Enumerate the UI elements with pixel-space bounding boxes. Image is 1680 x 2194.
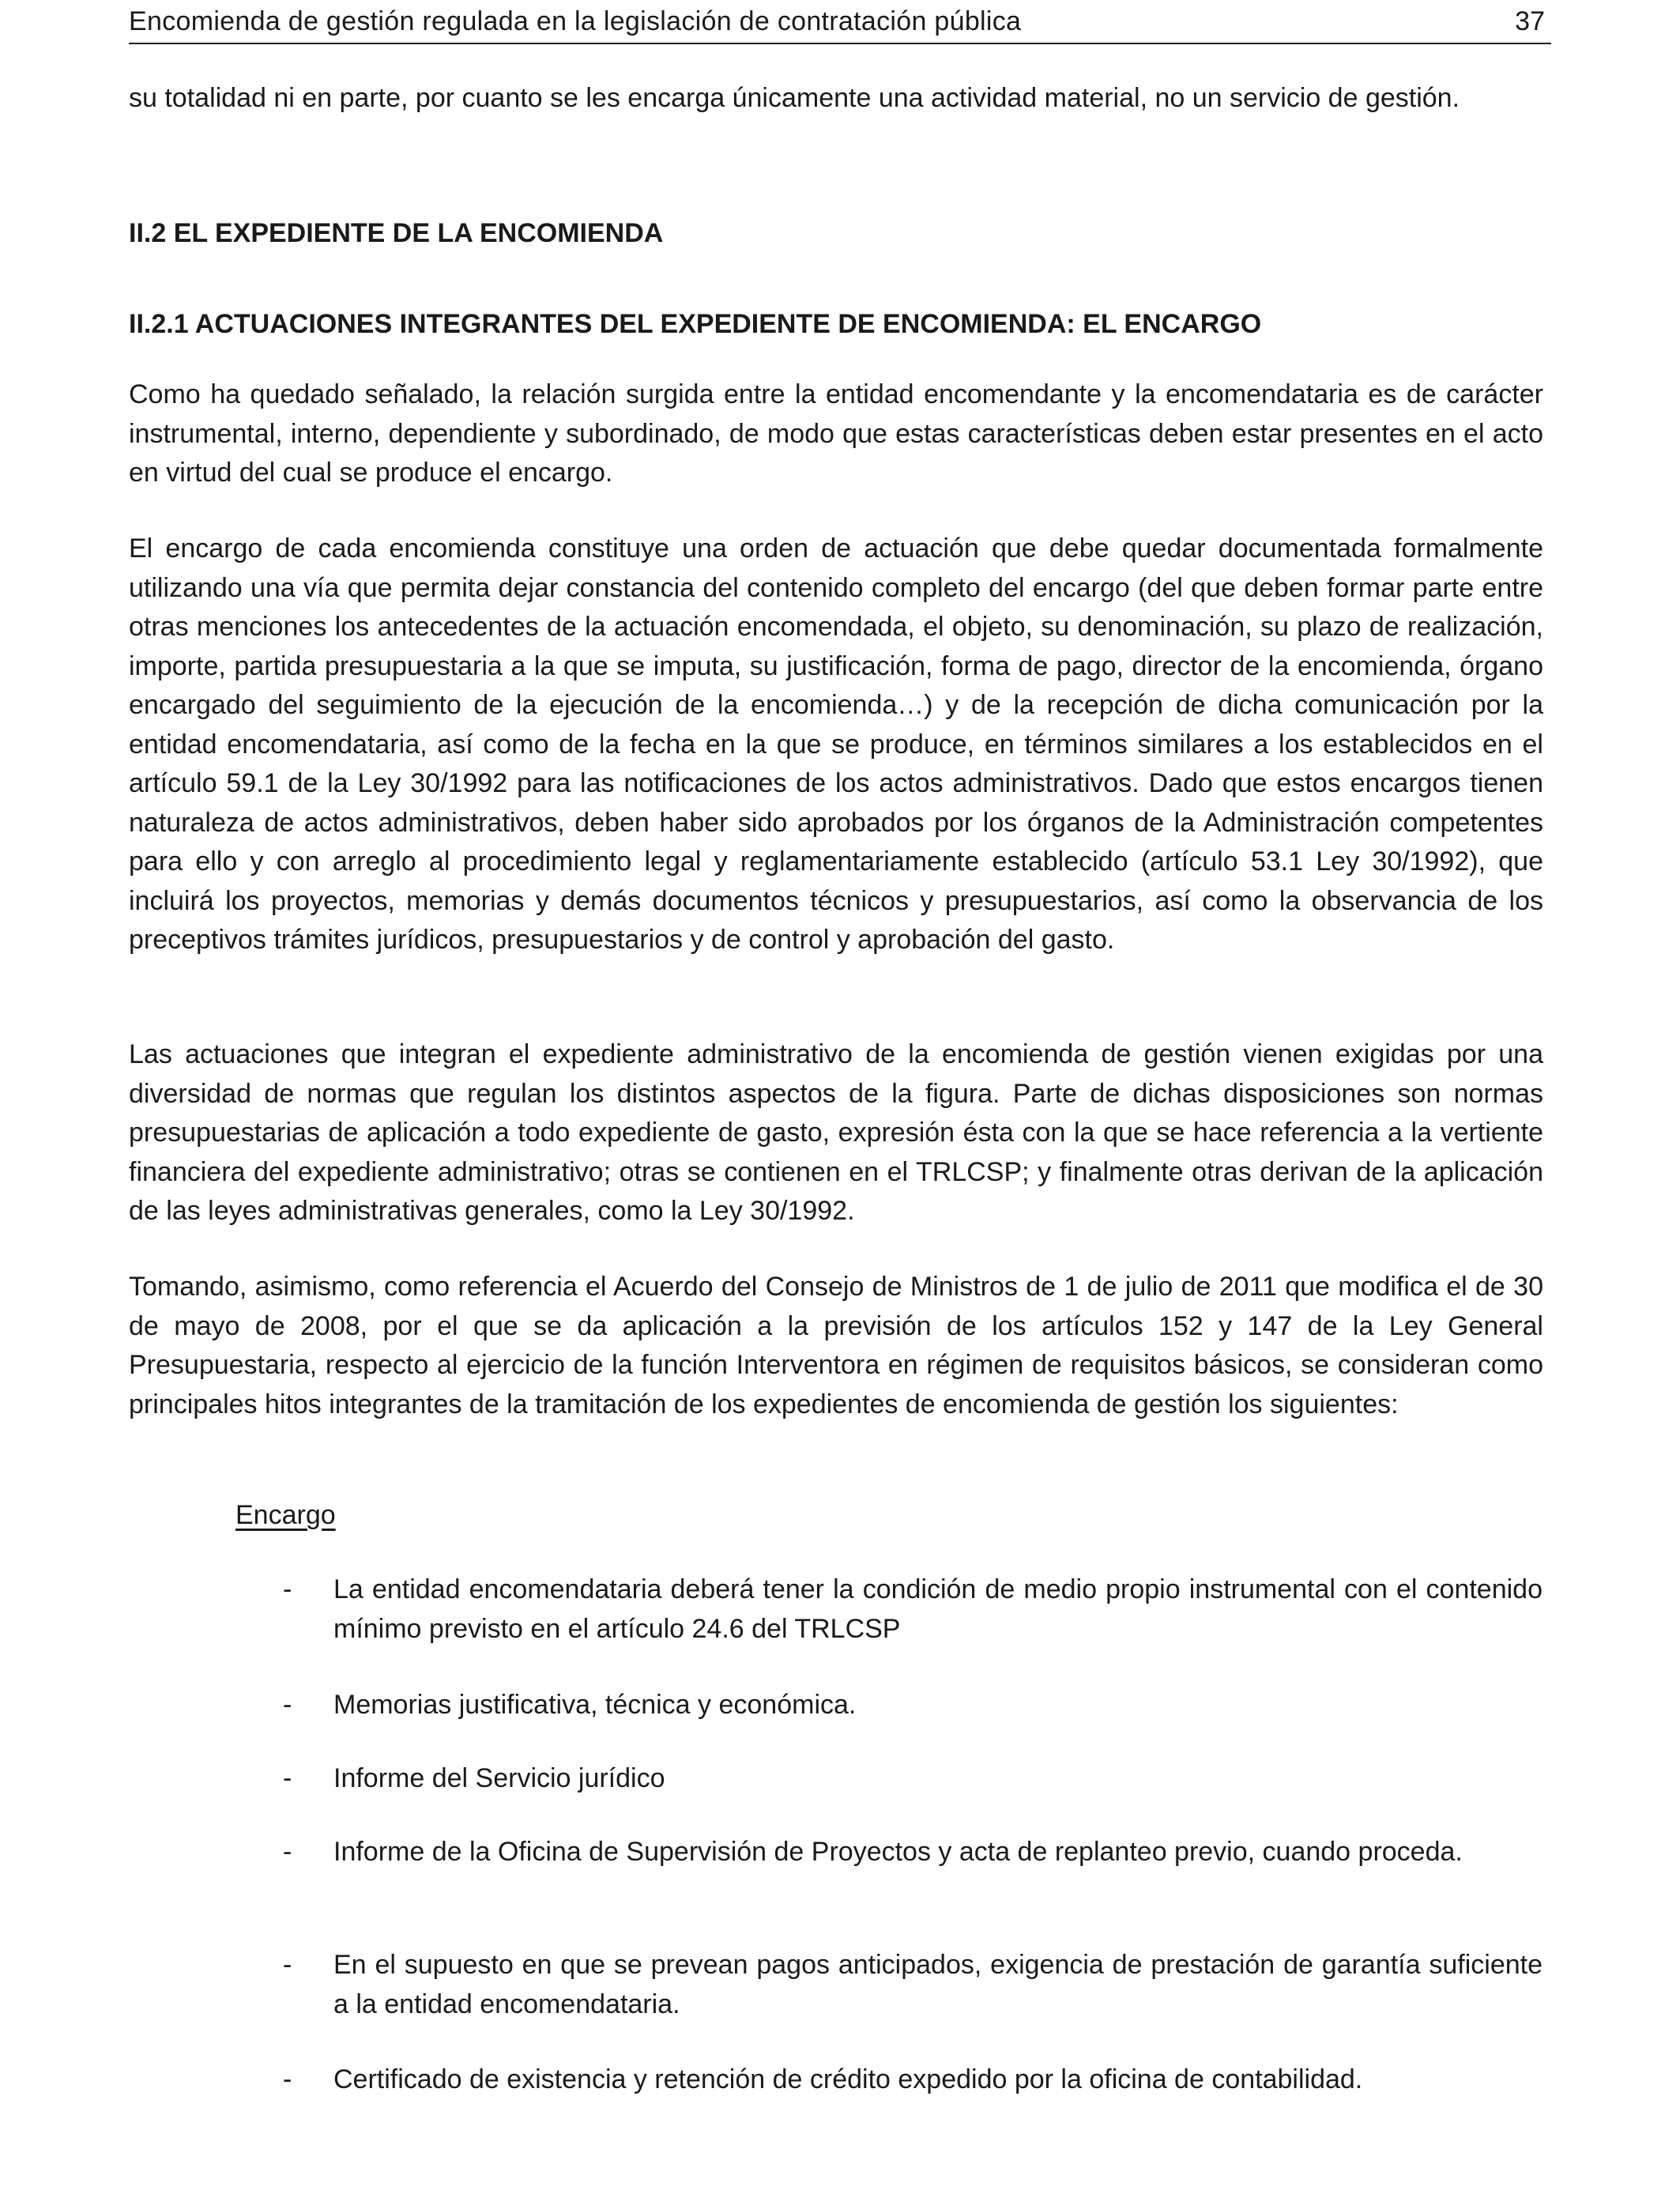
list-item-text: Memorias justificativa, técnica y económica. [333,1690,857,1720]
list-title: Encargo [235,1500,336,1530]
list-marker: - [283,1574,292,1604]
list-item-text: Informe de la Oficina de Supervisión de Proyectos y acta de replanteo previo, cuando proceda. [333,1837,1463,1867]
section-heading: II.2 EL EXPEDIENTE DE LA ENCOMIENDA [129,218,664,248]
list-marker: - [283,1690,292,1720]
subsection-heading: II.2.1 ACTUACIONES INTEGRANTES DEL EXPEDIENTE DE ENCOMIENDA: EL ENCARGO [129,309,1262,339]
list-marker: - [283,1837,292,1867]
list-marker: - [283,2064,292,2094]
list-marker: - [283,1763,292,1793]
paragraph: Como ha quedado señalado, la relación surgida entre la entidad encomendante y la encomendataria es de carácter instrumental, interno, dependiente y subordinado, de modo que estas características deben estar presentes en el acto en virtud del cual se produce el encargo. [129,379,1543,488]
running-header [129,5,1551,44]
list-marker: - [283,1950,292,1980]
list-item-text: Informe del Servicio jurídico [333,1763,665,1793]
continuation-paragraph: su totalidad ni en parte, por cuanto se les encarga únicamente una actividad material, no un servicio de gestión. [129,83,1460,113]
paragraph: Las actuaciones que integran el expediente administrativo de la encomienda de gestión vienen exigidas por una diversidad de normas que regulan los distintos aspectos de la figura. Parte de dichas disposiciones son normas presupuestarias de aplicación a todo expediente de gasto, expresión ésta con la que se hace referencia a la vertiente financiera del expediente administrativo; otras se contienen en el TRLCSP; y finalmente otras derivan de la aplicación de las leyes administrativas generales, como la Ley 30/1992. [129,1039,1543,1226]
paragraph: Tomando, asimismo, como referencia el Acuerdo del Consejo de Ministros de 1 de julio de 2011 que modifica el de 30 de mayo de 2008, por el que se da aplicación a la previsión de los artículos 152 y 147 de la Ley General Presupuestaria, respecto al ejercicio de la función Interventora en régimen de requisitos básicos, se consideran como principales hitos integrantes de la tramitación de los expedientes de encomienda de gestión los siguientes: [129,1272,1543,1419]
header-title: Encomienda de gestión regulada en la legislación de contratación pública [129,6,1022,36]
list-item-text: En el supuesto en que se prevean pagos anticipados, exigencia de prestación de garantía suficiente a la entidad encomendataria. [333,1950,1543,2019]
list-item-text: La entidad encomendataria deberá tener la condición de medio propio instrumental con el contenido mínimo previsto en el artículo 24.6 del TRLCSP [333,1574,1543,1644]
list-item-text: Certificado de existencia y retención de crédito expedido por la oficina de contabilidad. [333,2064,1363,2094]
page-number: 37 [1515,6,1545,36]
paragraph: El encargo de cada encomienda constituye una orden de actuación que debe quedar documentada formalmente utilizando una vía que permita dejar constancia del contenido completo del encargo (del que deben formar parte entre otras menciones los antecedentes de la actuación encomendada, el objeto, su denominación, su plazo de realización, importe, partida presupuestaria a la que se imputa, su justificación, forma de pago, director de la encomienda, órgano encargado del seguimiento de la ejecución de la encomienda…) y de la recepción de dicha comunicación por la entidad encomendataria, así como de la fecha en la que se produce, en términos similares a los establecidos en el artículo 59.1 de la Ley 30/1992 para las notificaciones de los actos administrativos. Dado que estos encargos tienen naturaleza de actos administrativos, deben haber sido aprobados por los órganos de la Administración competentes para ello y con arreglo al procedimiento legal y reglamentariamente establecido (artículo 53.1 Ley 30/1992), que incluirá los proyectos, memorias y demás documentos técnicos y presupuestarios, así como la observancia de los preceptivos trámites jurídicos, presupuestarios y de control y aprobación del gasto. [129,533,1543,955]
